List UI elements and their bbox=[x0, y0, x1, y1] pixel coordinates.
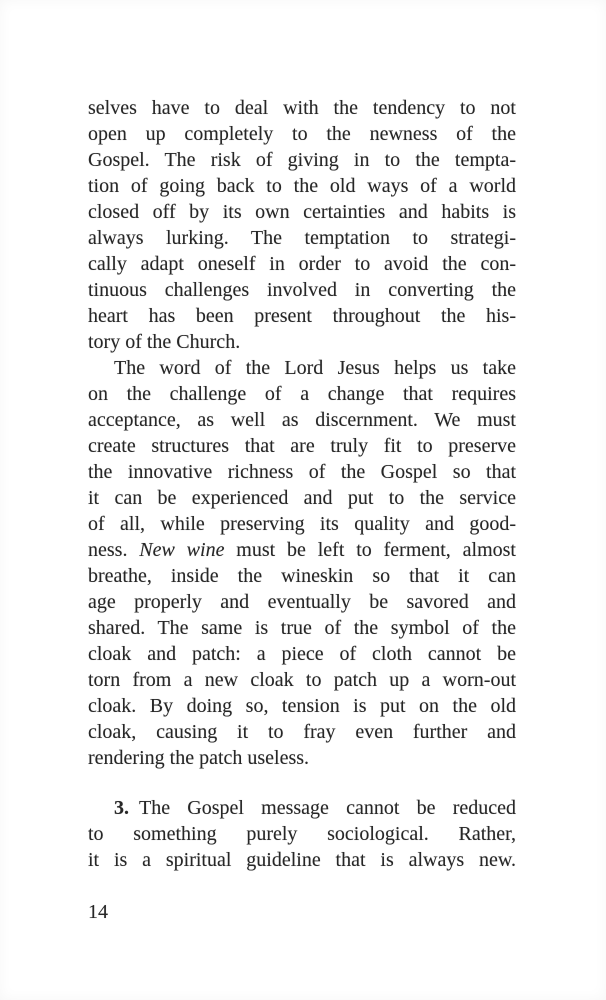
text-line bbox=[88, 329, 516, 355]
text-line bbox=[88, 147, 516, 173]
text-line bbox=[88, 511, 516, 537]
text-line bbox=[88, 407, 516, 433]
text-line bbox=[88, 225, 516, 251]
text-segment: it is a spiritual guideline that is always new. bbox=[88, 849, 516, 871]
text-segment: tory of the Church. bbox=[88, 331, 241, 353]
text-segment: heart has been present throughout the his- bbox=[88, 305, 516, 327]
text-segment: breathe, inside the wineskin so that it can bbox=[88, 565, 516, 587]
text-line bbox=[88, 693, 516, 719]
text-segment: shared. The same is true of the symbol of the bbox=[88, 617, 516, 639]
text-line bbox=[88, 277, 516, 303]
text-line bbox=[88, 667, 516, 693]
text-segment: cloak. By doing so, tension is put on the old bbox=[88, 695, 516, 717]
text-line bbox=[88, 615, 516, 641]
text-segment: cloak and patch: a piece of cloth cannot be bbox=[88, 643, 516, 665]
text-line bbox=[88, 537, 516, 563]
text-segment: torn from a new cloak to patch up a worn-out bbox=[88, 669, 516, 691]
text-segment: Gospel. The risk of giving in to the tempta- bbox=[88, 149, 516, 171]
text-line bbox=[88, 745, 516, 771]
text-segment: tion of going back to the old ways of a world bbox=[88, 175, 516, 197]
text-segment: age properly and eventually be savored and bbox=[88, 591, 516, 613]
text-line bbox=[88, 563, 516, 589]
text-segment: the innovative richness of the Gospel so that bbox=[88, 461, 516, 483]
text-segment: of all, while preserving its quality and good- bbox=[88, 513, 516, 535]
text-segment: tinuous challenges involved in converting the bbox=[88, 279, 516, 301]
text-segment: on the challenge of a change that requires bbox=[88, 383, 516, 405]
paragraph bbox=[88, 795, 516, 873]
text-line bbox=[88, 303, 516, 329]
page-number: 14 bbox=[88, 901, 108, 923]
paragraph bbox=[88, 355, 516, 771]
text-line bbox=[88, 251, 516, 277]
text-line bbox=[88, 199, 516, 225]
text-segment: The Gospel message cannot be reduced bbox=[129, 797, 516, 819]
text-segment: must be left to ferment, almost bbox=[224, 539, 516, 561]
text-segment: cloak, causing it to fray even further and bbox=[88, 721, 516, 743]
text-line bbox=[88, 795, 516, 821]
text-segment: ness. bbox=[88, 539, 140, 561]
text-line bbox=[88, 821, 516, 847]
text-segment: acceptance, as well as discernment. We must bbox=[88, 409, 516, 431]
text-segment: closed off by its own certainties and habits is bbox=[88, 201, 516, 223]
text-segment: cally adapt oneself in order to avoid the con- bbox=[88, 253, 516, 275]
text-segment: to something purely sociological. Rather, bbox=[88, 823, 516, 845]
text-segment: always lurking. The temptation to strategi- bbox=[88, 227, 516, 249]
text-line bbox=[88, 485, 516, 511]
text-line bbox=[88, 719, 516, 745]
text-segment: create structures that are truly fit to preserve bbox=[88, 435, 516, 457]
text-segment: it can be experienced and put to the service bbox=[88, 487, 516, 509]
text-line bbox=[88, 173, 516, 199]
text-line bbox=[88, 95, 516, 121]
text-line bbox=[88, 847, 516, 873]
page-text bbox=[88, 95, 516, 873]
text-line bbox=[88, 121, 516, 147]
text-line bbox=[88, 433, 516, 459]
text-segment: open up completely to the newness of the bbox=[88, 123, 516, 145]
text-line bbox=[88, 459, 516, 485]
text-line bbox=[88, 589, 516, 615]
text-segment: The word of the Lord Jesus helps us take bbox=[114, 357, 516, 379]
paragraph bbox=[88, 95, 516, 355]
text-segment-italic: New wine bbox=[139, 539, 225, 561]
text-line bbox=[88, 381, 516, 407]
text-segment: selves have to deal with the tendency to not bbox=[88, 97, 516, 119]
text-segment-bold: 3. bbox=[114, 797, 129, 819]
text-line bbox=[88, 641, 516, 667]
text-line bbox=[88, 355, 516, 381]
text-segment: rendering the patch useless. bbox=[88, 747, 310, 769]
